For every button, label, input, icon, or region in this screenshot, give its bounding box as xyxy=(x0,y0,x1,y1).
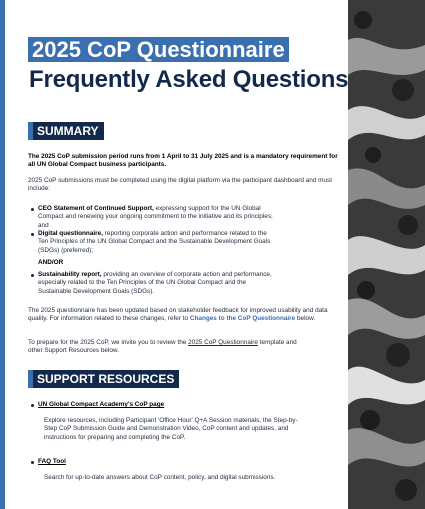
bullet-dot-icon xyxy=(31,208,34,211)
summary-updated-paragraph xyxy=(28,307,344,324)
summary-prepare-paragraph xyxy=(28,339,308,356)
summary-item xyxy=(38,205,278,230)
bullet-dot-icon xyxy=(31,461,34,464)
academy-link[interactable]: UN Global Compact Academy's CoP page xyxy=(38,401,165,408)
summary-item-text: reporting corporate action and performance related to the Ten Principles of the UN Global Compact and the Sustainable Development Goals (SDGs) (preferred); xyxy=(38,230,271,254)
summary-item xyxy=(38,271,278,296)
support-heading-label: SUPPORT RESOURCES xyxy=(33,370,179,388)
prepare-text: To prepare for the 2025 CoP, we invite you to review the xyxy=(28,339,189,346)
faq-tool-link[interactable]: FAQ Tool xyxy=(38,458,66,465)
page-title-line-2: Frequently Asked Questions xyxy=(29,66,349,93)
updated-end: below. xyxy=(295,315,316,323)
bullet-dot-icon xyxy=(31,404,34,407)
and-or-label: AND/OR xyxy=(38,259,64,266)
summary-intro-bold: The 2025 CoP submission period runs from 1 April to 31 July 2025 and is a mandatory requirement for all UN Global Compact business participants. xyxy=(28,153,338,169)
summary-item-text: expressing support for the UN Global Compact and renewing your ongoing commitment to the initiative and its principles; and xyxy=(38,205,273,229)
faq-tool-description: Search for up-to-date answers about CoP content, policy, and digital submissions. xyxy=(44,474,276,481)
questionnaire-link[interactable]: 2025 CoP Questionnaire xyxy=(188,339,258,346)
aerial-terrace-photo xyxy=(348,0,425,509)
summary-intro: 2025 CoP submissions must be completed using the digital platform via the participant dashboard and must include: xyxy=(28,177,332,193)
summary-item-term: CEO Statement of Continued Support, xyxy=(38,205,154,212)
academy-description: Explore resources, including Participant 'Office Hour' Q+A Session materials, the Step-by-Step CoP Submission Guide and Demonstration Video, CoP content and updates, and instructions for preparing and completing the CoP. xyxy=(44,417,298,441)
page-title-line-1: 2025 CoP Questionnaire xyxy=(28,37,289,62)
prepare-end: template and other Support Resources below. xyxy=(28,339,297,355)
bullet-dot-icon xyxy=(31,274,34,277)
summary-heading xyxy=(28,122,104,140)
updated-text: The 2025 questionnaire has been updated based on stakeholder feedback for improved usability and data quality. For information related to these changes, refer to xyxy=(28,307,328,323)
summary-item-term: Digital questionnaire, xyxy=(38,230,103,237)
support-heading xyxy=(28,370,179,388)
changes-link[interactable]: Changes to the CoP Questionnaire xyxy=(189,315,296,323)
summary-item-term: Sustainability report, xyxy=(38,271,102,278)
bullet-dot-icon xyxy=(31,233,34,236)
summary-item-text: providing an overview of corporate action and performance, especially related to the Ten Principles of the UN Global Compact and the Sustainable Development Goals (SDGs). xyxy=(38,271,272,295)
left-accent-rule xyxy=(0,0,5,509)
summary-item xyxy=(38,230,278,255)
summary-heading-label: SUMMARY xyxy=(33,122,104,140)
